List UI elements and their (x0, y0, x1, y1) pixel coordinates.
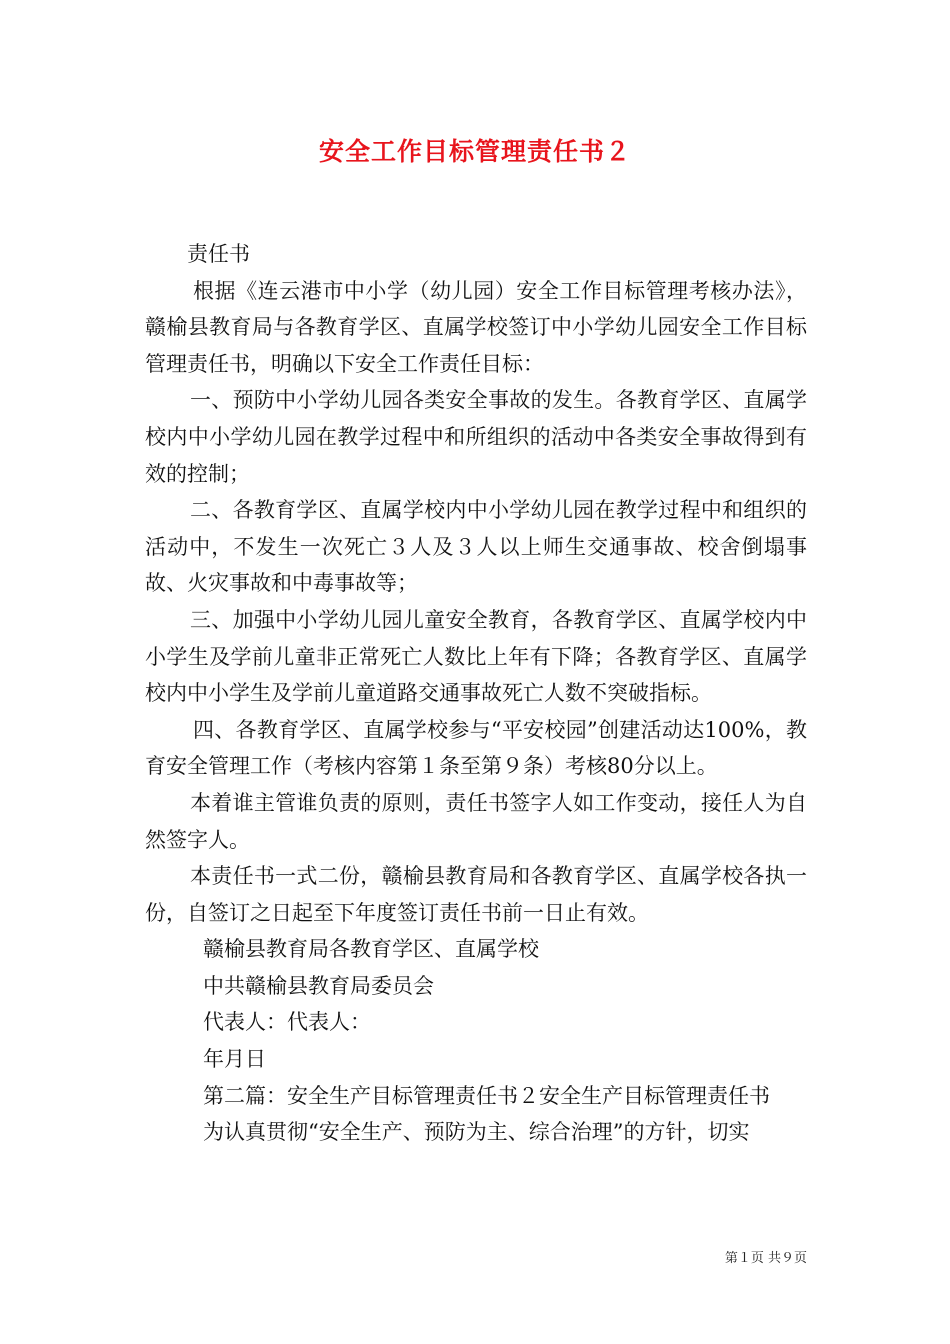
paragraph-goal-1: 一、预防中小学幼儿园各类安全事故的发生。各教育学区、直属学校内中小学幼儿园在教学过程中和所组织的活动中各类安全事故得到有效的控制； (145, 388, 807, 486)
document-body (145, 236, 807, 1151)
signature-party-line: 赣榆县教育局各教育学区、直属学校 (203, 937, 539, 962)
second-article-title: 第二篇：安全生产目标管理责任书２安全生产目标管理责任书 (203, 1083, 770, 1108)
paragraph-goal-4: 四、各教育学区、直属学校参与“平安校园”创建活动达100%，教育安全管理工作（考核内容第１条至第９条）考核80分以上。 (145, 717, 807, 779)
second-article-opening: 为认真贯彻“安全生产、预防为主、综合治理”的方针，切实 (203, 1120, 750, 1145)
page-number: 第１页 共９页 (724, 1251, 807, 1266)
paragraph-intro: 根据《连云港市中小学（幼儿园）安全工作目标管理考核办法》，赣榆县教育局与各教育学区、直属学校签订中小学幼儿园安全工作目标管理责任书，明确以下安全工作责任目标： (145, 278, 807, 376)
paragraph-heading: 责任书 (187, 242, 250, 266)
paragraph-goal-2: 二、各教育学区、直属学校内中小学幼儿园在教学过程中和组织的活动中，不发生一次死亡３人及３人以上师生交通事故、校舍倒塌事故、火灾事故和中毒事故等； (145, 498, 807, 596)
paragraph-principle: 本着谁主管谁负责的原则，责任书签字人如工作变动，接任人为自然签字人。 (145, 790, 807, 852)
document-title: 安全工作目标管理责任书２ (318, 137, 631, 166)
paragraph-goal-3: 三、加强中小学幼儿园儿童安全教育，各教育学区、直属学校内中小学生及学前儿童非正常死亡人数比上年有下降；各教育学区、直属学校内中小学生及学前儿童道路交通事故死亡人数不突破指标。 (145, 607, 807, 706)
paragraph-validity: 本责任书一式二份，赣榆县教育局和各教育学区、直属学校各执一份，自签订之日起至下年度签订责任书前一日止有效。 (145, 864, 807, 925)
signature-committee-line: 中共赣榆县教育局委员会 (203, 973, 434, 998)
signature-date-line: 年月日 (203, 1047, 266, 1072)
signature-representatives-line: 代表人：代表人： (203, 1010, 371, 1035)
